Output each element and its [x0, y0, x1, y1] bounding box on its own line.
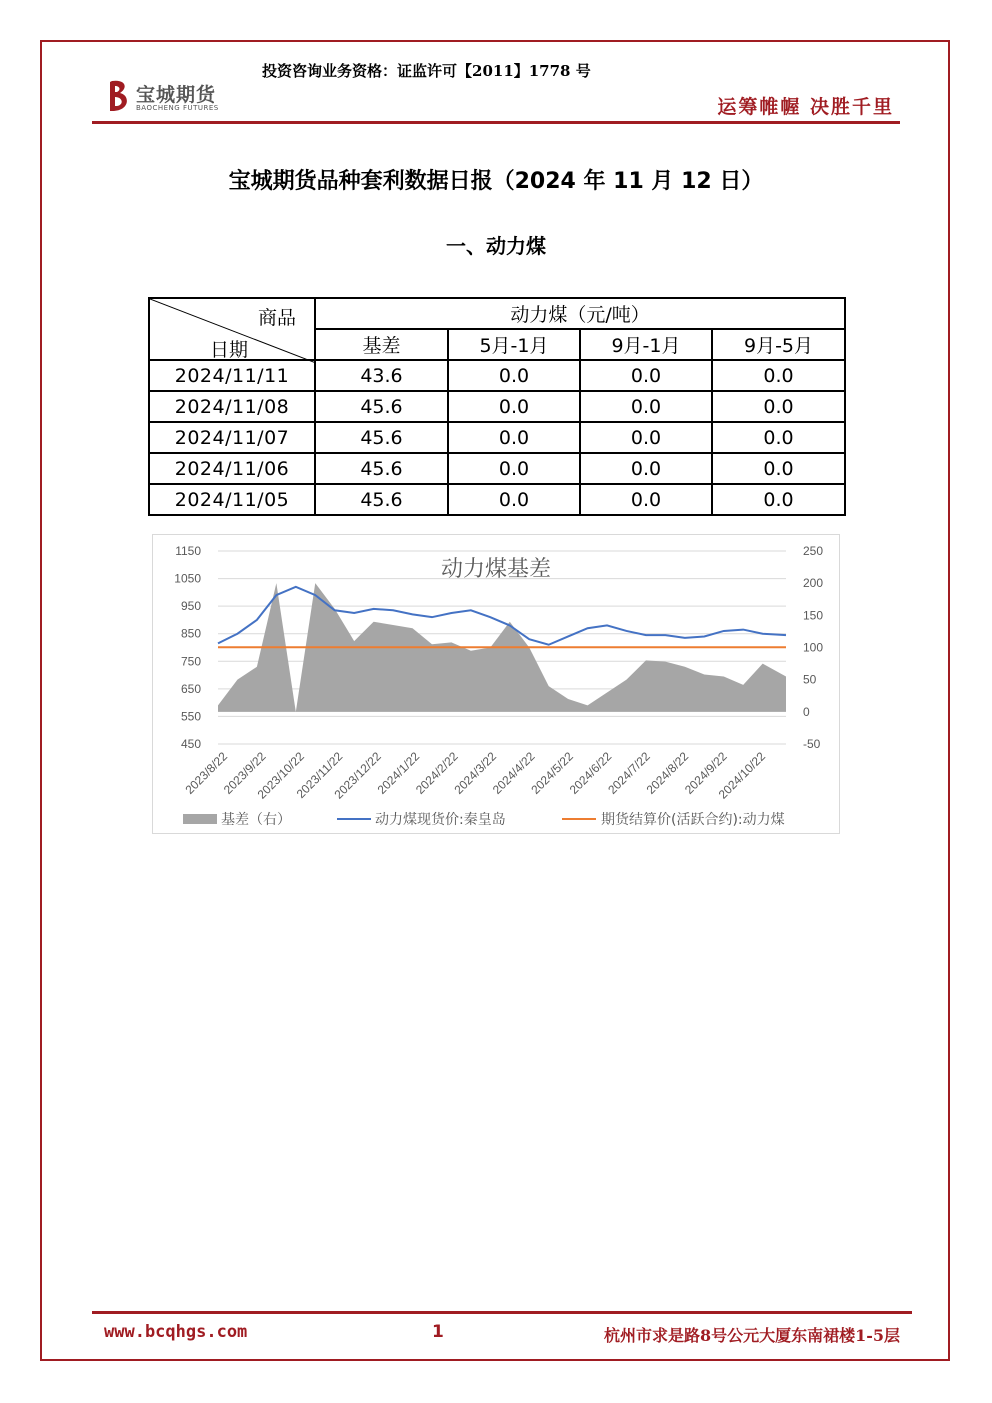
x-tick-label: 2024/1/22: [374, 749, 423, 797]
column-header: 9月-1月: [580, 329, 712, 360]
x-tick-label: 2023/8/22: [182, 749, 231, 797]
value-cell: 0.0: [580, 360, 712, 391]
table-row: [149, 484, 845, 515]
x-tick-label: 2024/9/22: [682, 749, 730, 797]
right-tick-label: 50: [803, 672, 817, 687]
slogan: 运筹帷幄 决胜千里: [717, 96, 894, 118]
value-cell: 45.6: [315, 484, 448, 515]
left-tick-label: 750: [180, 654, 201, 669]
x-tick-label: 2024/4/22: [489, 749, 538, 797]
chart-title: 动力煤基差: [440, 557, 552, 582]
logo-chinese-name: 宝城期货: [136, 84, 217, 106]
x-tick-label: 2024/5/22: [528, 749, 576, 797]
x-tick-label: 2024/10/22: [715, 749, 769, 802]
value-cell: 45.6: [315, 391, 448, 422]
x-tick-label: 2024/3/22: [451, 749, 500, 797]
arbitrage-table: [148, 297, 846, 516]
right-tick-label: 150: [803, 608, 824, 623]
left-tick-label: 550: [180, 709, 201, 724]
value-cell: 0.0: [448, 360, 580, 391]
legend-futures-label: 期货结算价(活跃合约):动力煤: [601, 812, 785, 828]
value-cell: 0.0: [712, 422, 845, 453]
date-cell: 2024/11/11: [149, 360, 315, 391]
logo-b-icon: [106, 78, 132, 114]
value-cell: 0.0: [448, 422, 580, 453]
date-cell: 2024/11/08: [149, 391, 315, 422]
x-tick-label: 2023/9/22: [220, 749, 269, 797]
value-cell: 0.0: [580, 453, 712, 484]
value-cell: 0.0: [712, 360, 845, 391]
legend-spot-label: 动力煤现货价:秦皇岛: [375, 812, 506, 828]
date-cell: 2024/11/07: [149, 422, 315, 453]
right-tick-label: 0: [803, 704, 810, 719]
x-tick-label: 2024/2/22: [413, 749, 461, 797]
section-heading: 一、动力煤: [446, 234, 546, 258]
x-tick-label: 2023/11/22: [293, 749, 346, 801]
left-tick-label: 650: [180, 681, 201, 696]
license-text: 投资咨询业务资格：证监许可【2011】1778 号: [262, 62, 591, 80]
x-tick-label: 2023/10/22: [254, 749, 307, 802]
date-cell: 2024/11/06: [149, 453, 315, 484]
right-tick-label: 100: [803, 640, 824, 655]
footer-divider: [92, 1311, 912, 1314]
logo-english-name: BAOCHENG FUTURES: [136, 104, 219, 112]
value-cell: 0.0: [448, 391, 580, 422]
report-title: 宝城期货品种套利数据日报（2024 年 11 月 12 日）: [228, 169, 764, 194]
table-row: [149, 453, 845, 484]
footer-address: 杭州市求是路8号公元大厦东南裙楼1-5层: [603, 1326, 900, 1345]
corner-label-product: 商品: [257, 307, 296, 329]
value-cell: 0.0: [712, 453, 845, 484]
page-number: 1: [432, 1322, 444, 1342]
group-header: 动力煤（元/吨）: [315, 298, 845, 329]
corner-header-cell: [149, 298, 315, 360]
value-cell: 0.0: [580, 484, 712, 515]
right-tick-label: 250: [803, 544, 824, 558]
left-tick-label: 1050: [174, 571, 201, 586]
column-header: 5月-1月: [448, 329, 580, 360]
value-cell: 0.0: [712, 391, 845, 422]
basis-chart: [152, 534, 840, 834]
right-tick-label: 200: [803, 576, 824, 591]
value-cell: 0.0: [448, 484, 580, 515]
table-row: [149, 391, 845, 422]
left-tick-label: 950: [180, 599, 201, 614]
x-tick-label: 2024/7/22: [605, 749, 653, 797]
value-cell: 43.6: [315, 360, 448, 391]
table-header-row: [149, 298, 845, 329]
legend-basis-swatch: [183, 814, 217, 824]
footer-website[interactable]: www.bcqhgs.com: [104, 1322, 248, 1342]
right-tick-label: -50: [803, 737, 821, 751]
value-cell: 0.0: [448, 453, 580, 484]
left-tick-label: 850: [180, 626, 201, 641]
value-cell: 45.6: [315, 422, 448, 453]
corner-label-date: 日期: [210, 339, 249, 361]
x-tick-label: 2024/8/22: [643, 749, 692, 797]
value-cell: 45.6: [315, 453, 448, 484]
company-logo: [106, 78, 241, 118]
value-cell: 0.0: [580, 422, 712, 453]
column-header: 基差: [315, 329, 448, 360]
table-row: [149, 360, 845, 391]
basis-chart-svg: [153, 535, 839, 833]
value-cell: 0.0: [712, 484, 845, 515]
left-tick-label: 450: [180, 737, 201, 751]
table-row: [149, 422, 845, 453]
value-cell: 0.0: [580, 391, 712, 422]
legend-basis-label: 基差（右）: [221, 812, 291, 828]
x-tick-label: 2023/12/22: [331, 749, 384, 802]
header-divider: [92, 121, 900, 124]
date-cell: 2024/11/05: [149, 484, 315, 515]
column-header: 9月-5月: [712, 329, 845, 360]
x-tick-label: 2024/6/22: [566, 749, 615, 797]
left-tick-label: 1150: [175, 544, 201, 558]
